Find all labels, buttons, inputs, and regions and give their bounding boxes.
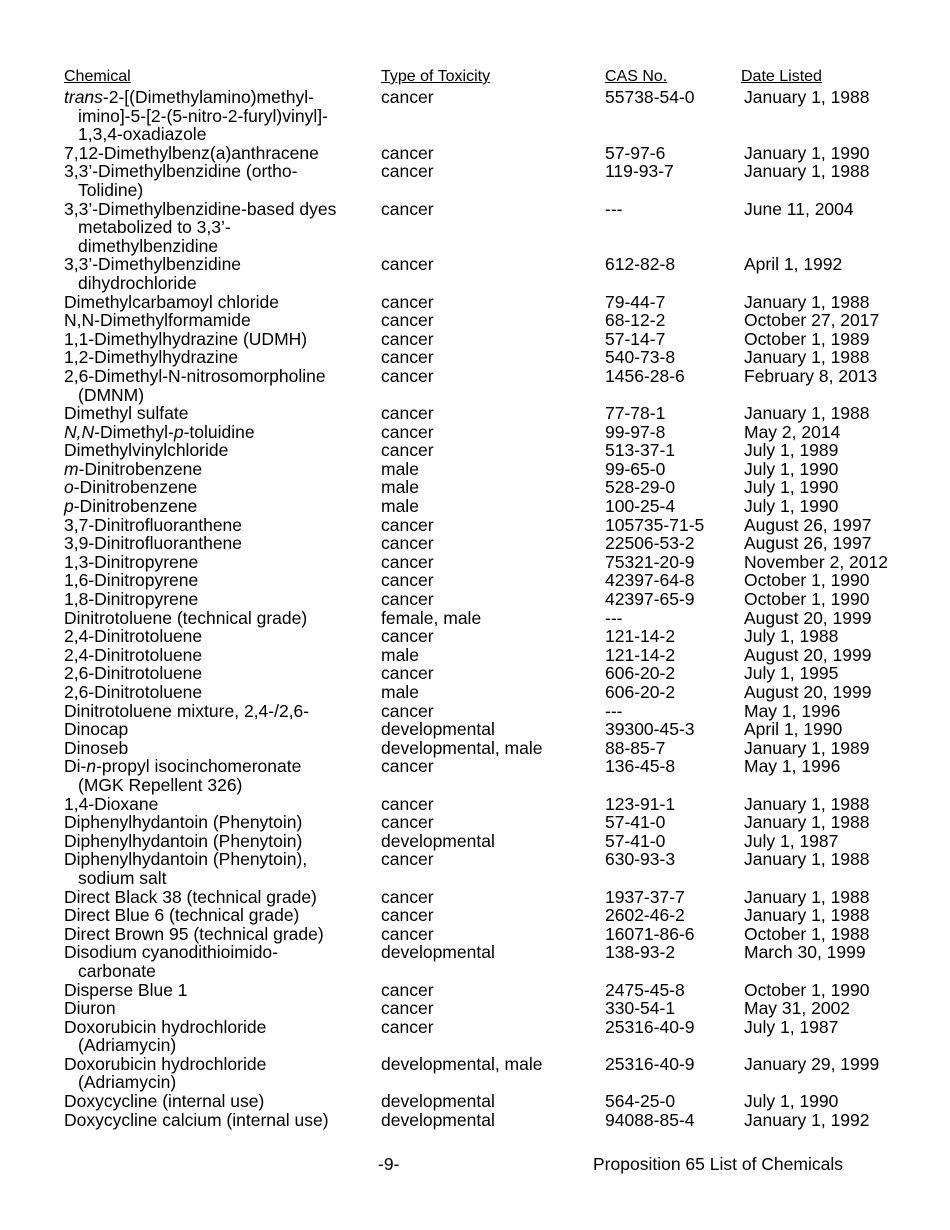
header-date-listed: Date Listed [741,68,822,85]
table-row [0,162,950,199]
table-row [0,646,950,665]
cas-number: 25316-40-9 [605,1053,695,1074]
toxicity-type: cancer [381,589,434,610]
toxicity-type: developmental, male [381,737,543,758]
toxicity-type: developmental [381,719,495,740]
chemical-name: 1,4-Dioxane [64,793,159,814]
chemical-name: Diphenylhydantoin (Phenytoin) [64,830,303,851]
cas-number: 88-85-7 [605,737,666,758]
chemical-name: 1,3-Dinitropyrene [64,551,199,572]
cas-number: 540-73-8 [605,347,676,368]
date-listed: January 1, 1989 [744,737,870,758]
document-title: Proposition 65 List of Chemicals [593,1154,843,1174]
toxicity-type: developmental [381,830,495,851]
date-listed: March 30, 1999 [744,942,866,963]
table-row [0,571,950,590]
table-row [0,888,950,907]
table-row [0,1111,950,1130]
chemical-name: Doxycycline calcium (internal use) [64,1109,329,1130]
toxicity-type: developmental, male [381,1053,543,1074]
toxicity-type: female, male [381,607,482,628]
toxicity-type: cancer [381,328,434,349]
cas-number: 1937-37-7 [605,886,685,907]
date-listed: October 1, 1990 [744,589,870,610]
date-listed: January 1, 1988 [744,161,870,182]
toxicity-type: cancer [381,421,434,442]
date-listed: July 1, 1987 [744,1016,839,1037]
cas-number: 121-14-2 [605,644,676,665]
toxicity-type: cancer [381,403,434,424]
cas-number: 99-65-0 [605,458,666,479]
cas-number: 123-91-1 [605,793,676,814]
toxicity-type: cancer [381,533,434,554]
chemical-name: 2,4-Dinitrotoluene [64,626,203,647]
date-listed: October 1, 1989 [744,328,870,349]
date-listed: January 1, 1988 [744,905,870,926]
chemical-name: Diphenylhydantoin (Phenytoin), sodium salt [64,849,308,888]
date-listed: August 20, 1999 [744,682,872,702]
toxicity-type: developmental [381,1109,495,1130]
table-row [0,720,950,739]
chemical-name: Doxorubicin hydrochloride (Adriamycin) [64,1053,267,1093]
cas-number: 99-97-8 [605,421,666,442]
table-row [0,1092,950,1111]
table-row [0,1018,950,1055]
date-listed: June 11, 2004 [744,198,854,219]
table-row [0,757,950,794]
date-listed: May 1, 1996 [744,756,841,777]
cas-number: 2602-46-2 [605,905,685,926]
chemical-name: 2,4-Dinitrotoluene [64,644,203,665]
chemical-name: 2,6-Dimethyl-N-nitrosomorpholine (DMNM) [64,365,326,405]
date-listed: October 27, 2017 [744,310,880,331]
cas-number: 57-14-7 [605,328,666,349]
toxicity-type: cancer [381,923,434,944]
cas-number: 55738-54-0 [605,87,695,107]
cas-number: 100-25-4 [605,496,676,517]
header-cas-no: CAS No. [605,68,668,85]
chemical-table-body [0,88,950,1129]
table-row [0,144,950,163]
date-listed: January 1, 1988 [744,793,870,814]
toxicity-type: cancer [381,161,434,182]
page-number: -9- [378,1154,400,1174]
cas-number: 57-41-0 [605,812,666,833]
cas-number: --- [605,607,623,628]
table-row [0,683,950,702]
date-listed: July 1, 1990 [744,496,839,517]
toxicity-type: cancer [381,87,434,107]
chemical-name: Doxorubicin hydrochloride (Adriamycin) [64,1016,267,1056]
table-row [0,553,950,572]
date-listed: July 1, 1995 [744,663,839,684]
table-row [0,1055,950,1092]
cas-number: 630-93-3 [605,849,676,870]
chemical-name: Dimethyl sulfate [64,403,189,424]
chemical-name: Direct Blue 6 (technical grade) [64,905,300,926]
chemical-name: N,N-Dimethyl-p-toluidine [64,421,255,442]
toxicity-type: cancer [381,626,434,647]
chemical-name: Direct Brown 95 (technical grade) [64,923,324,944]
table-row [0,293,950,312]
date-listed: January 1, 1988 [744,886,870,907]
date-listed: July 1, 1988 [744,626,839,647]
chemical-name: Disodium cyanodithioimido- carbonate [64,942,278,981]
toxicity-type: cancer [381,812,434,833]
chemical-name: 1,1-Dimethylhydrazine (UDMH) [64,328,308,349]
toxicity-type: developmental [381,1091,495,1112]
cas-number: 22506-53-2 [605,533,695,554]
cas-number: 119-93-7 [605,161,674,182]
date-listed: January 1, 1992 [744,1109,870,1130]
toxicity-type: cancer [381,756,434,777]
table-row [0,423,950,442]
cas-number: 94088-85-4 [605,1109,695,1130]
chemical-name: Di-n-propyl isocinchomeronate (MGK Repellent 326) [64,756,302,795]
toxicity-type: male [381,496,419,517]
toxicity-type: cancer [381,979,434,1000]
toxicity-type: cancer [381,254,434,275]
table-row [0,813,950,832]
header-type-of-toxicity: Type of Toxicity [381,68,491,85]
date-listed: July 1, 1990 [744,477,839,498]
table-row [0,832,950,851]
cas-number: 121-14-2 [605,626,676,647]
toxicity-type: cancer [381,198,434,219]
cas-number: 68-12-2 [605,310,666,331]
cas-number: 1456-28-6 [605,365,685,386]
chemical-name: Direct Black 38 (technical grade) [64,886,317,907]
chemical-name: Dinocap [64,719,129,740]
header-chemical: Chemical [64,68,131,85]
cas-number: --- [605,700,623,721]
toxicity-type: cancer [381,998,434,1019]
table-row [0,906,950,925]
table-row [0,981,950,1000]
cas-number: 564-25-0 [605,1091,676,1112]
chemical-name: Dimethylcarbamoyl chloride [64,291,279,312]
toxicity-type: cancer [381,347,434,368]
table-row [0,441,950,460]
cas-number: 57-97-6 [605,142,666,163]
cas-number: 79-44-7 [605,291,666,312]
table-row [0,367,950,404]
chemical-name: trans-2-[(Dimethylamino)methyl- imino]-5-[2-(5-nitro-2-furyl)vinyl]- 1,3,4-oxadiazole [64,87,328,145]
chemical-name: o-Dinitrobenzene [64,477,198,498]
table-row [0,497,950,516]
table-row [0,88,950,144]
table-row [0,534,950,553]
toxicity-type: developmental [381,942,495,963]
chemical-name: m-Dinitrobenzene [64,458,203,479]
toxicity-type: cancer [381,142,434,163]
date-listed: August 20, 1999 [744,644,872,665]
chemical-name: Dinitrotoluene mixture, 2,4-/2,6- [64,700,310,721]
toxicity-type: cancer [381,514,434,535]
table-row [0,404,950,423]
table-header [0,68,950,88]
date-listed: January 1, 1988 [744,87,870,107]
cas-number: 57-41-0 [605,830,666,851]
chemical-name: Diuron [64,998,116,1019]
cas-number: 612-82-8 [605,254,676,275]
cas-number: 513-37-1 [605,440,676,461]
date-listed: January 1, 1988 [744,812,870,833]
table-row [0,478,950,497]
chemical-name: 3,3’-Dimethylbenzidine dihydrochloride [64,254,242,293]
table-row [0,200,950,256]
date-listed: February 8, 2013 [744,365,878,386]
toxicity-type: male [381,644,419,665]
date-listed: October 1, 1990 [744,570,870,591]
toxicity-type: male [381,682,419,702]
date-listed: November 2, 2012 [744,551,888,572]
date-listed: January 1, 1988 [744,347,870,368]
cas-number: 39300-45-3 [605,719,695,740]
chemical-name: 1,2-Dimethylhydrazine [64,347,239,368]
chemical-name: Dinitrotoluene (technical grade) [64,607,308,628]
chemical-name: 3,9-Dinitrofluoranthene [64,533,243,554]
table-row [0,664,950,683]
toxicity-type: cancer [381,291,434,312]
table-row [0,516,950,535]
cas-number: 105735-71-5 [605,514,705,535]
toxicity-type: cancer [381,310,434,331]
toxicity-type: cancer [381,793,434,814]
chemical-name: Doxycycline (internal use) [64,1091,265,1112]
table-row [0,925,950,944]
cas-number: 75321-20-9 [605,551,695,572]
table-row [0,702,950,721]
chemical-name: Disperse Blue 1 [64,979,188,1000]
chemical-name: Dinoseb [64,737,129,758]
toxicity-type: cancer [381,905,434,926]
table-row [0,795,950,814]
toxicity-type: cancer [381,700,434,721]
table-row [0,330,950,349]
table-row [0,590,950,609]
date-listed: October 1, 1990 [744,979,870,1000]
date-listed: July 1, 1987 [744,830,839,851]
cas-number: 16071-86-6 [605,923,695,944]
cas-number: 606-20-2 [605,682,676,702]
table-row [0,999,950,1018]
date-listed: July 1, 1990 [744,458,839,479]
chemical-name: 3,7-Dinitrofluoranthene [64,514,243,535]
chemical-name: 3,3’-Dimethylbenzidine (ortho- Tolidine) [64,161,298,200]
chemical-name: Dimethylvinylchloride [64,440,229,461]
chemical-name: p-Dinitrobenzene [64,496,198,517]
chemical-name: 2,6-Dinitrotoluene [64,663,203,684]
cas-number: 42397-64-8 [605,570,695,591]
date-listed: May 1, 1996 [744,700,841,721]
date-listed: August 26, 1997 [744,533,872,554]
cas-number: 25316-40-9 [605,1016,695,1037]
table-row [0,850,950,887]
cas-number: 528-29-0 [605,477,676,498]
date-listed: August 20, 1999 [744,607,872,628]
date-listed: July 1, 1989 [744,440,839,461]
cas-number: 330-54-1 [605,998,676,1019]
chemical-name: Diphenylhydantoin (Phenytoin) [64,812,303,833]
date-listed: January 1, 1988 [744,849,870,870]
table-row [0,348,950,367]
date-listed: May 2, 2014 [744,421,841,442]
date-listed: August 26, 1997 [744,514,872,535]
toxicity-type: cancer [381,570,434,591]
chemical-name: 1,6-Dinitropyrene [64,570,199,591]
toxicity-type: male [381,477,419,498]
toxicity-type: cancer [381,663,434,684]
date-listed: January 29, 1999 [744,1053,880,1074]
cas-number: --- [605,198,623,219]
chemical-name: 7,12-Dimethylbenz(a)anthracene [64,142,319,163]
chemical-name: N,N-Dimethylformamide [64,310,251,331]
toxicity-type: cancer [381,886,434,907]
date-listed: May 31, 2002 [744,998,851,1019]
cas-number: 138-93-2 [605,942,676,963]
table-row [0,739,950,758]
table-row [0,311,950,330]
date-listed: October 1, 1988 [744,923,870,944]
date-listed: April 1, 1992 [744,254,843,275]
toxicity-type: cancer [381,849,434,870]
toxicity-type: cancer [381,365,434,386]
toxicity-type: male [381,458,419,479]
table-row [0,255,950,292]
cas-number: 136-45-8 [605,756,676,777]
date-listed: July 1, 1990 [744,1091,839,1112]
toxicity-type: cancer [381,1016,434,1037]
toxicity-type: cancer [381,440,434,461]
chemical-name: 1,8-Dinitropyrene [64,589,199,610]
cas-number: 77-78-1 [605,403,666,424]
table-row [0,460,950,479]
chemical-name: 3,3’-Dimethylbenzidine-based dyes metabolized to 3,3’- dimethylbenzidine [64,198,337,256]
table-row [0,627,950,646]
date-listed: April 1, 1990 [744,719,843,740]
toxicity-type: cancer [381,551,434,572]
cas-number: 606-20-2 [605,663,676,684]
date-listed: January 1, 1988 [744,403,870,424]
cas-number: 2475-45-8 [605,979,685,1000]
table-row [0,943,950,980]
date-listed: January 1, 1990 [744,142,870,163]
table-row [0,609,950,628]
date-listed: January 1, 1988 [744,291,870,312]
chemical-name: 2,6-Dinitrotoluene [64,682,203,702]
cas-number: 42397-65-9 [605,589,695,610]
